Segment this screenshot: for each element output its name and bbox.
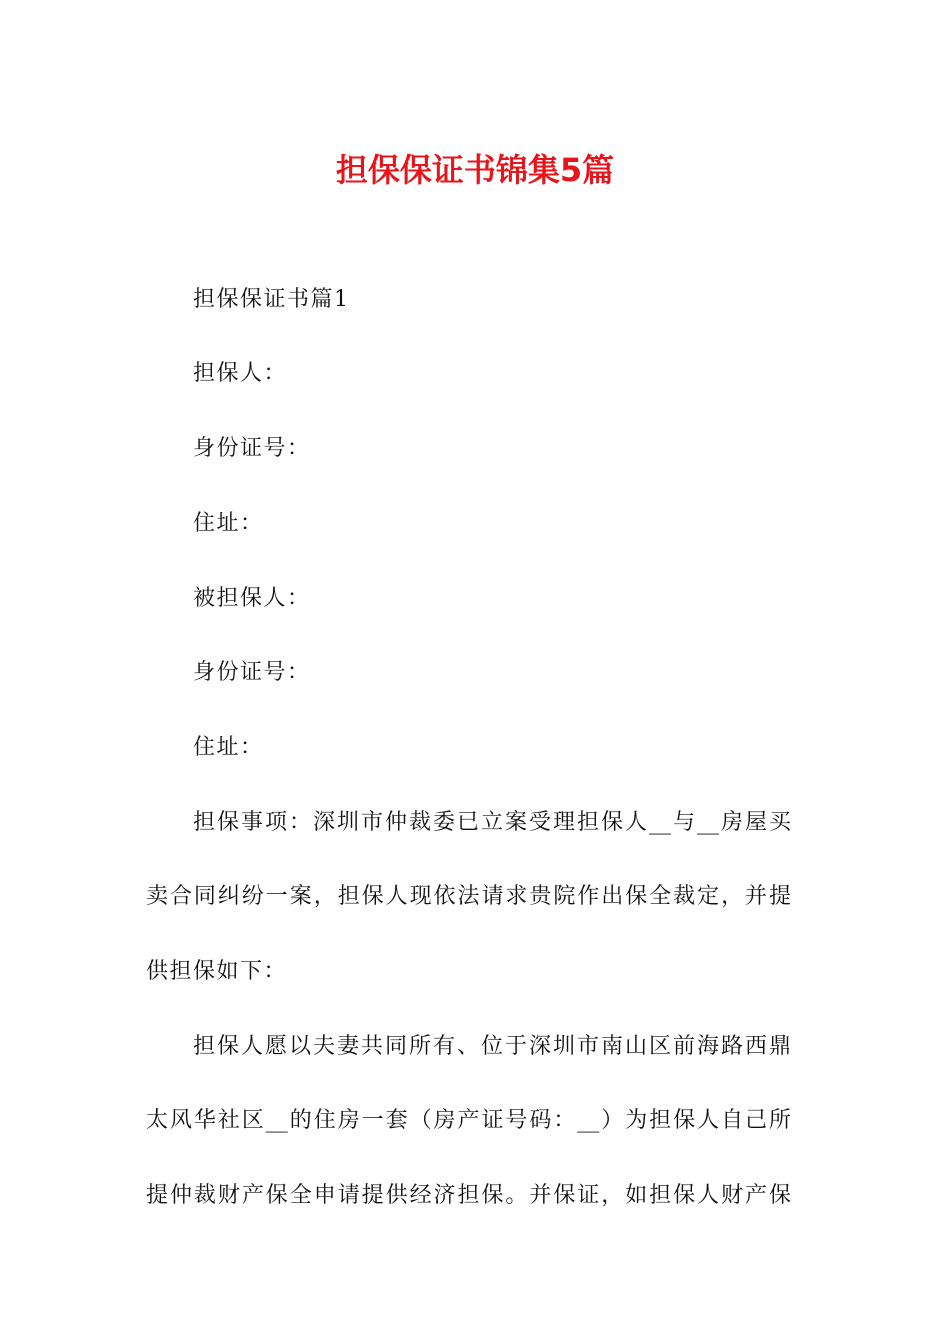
guarantor-id-label: 身份证号： [193,436,311,461]
paragraph-line: 供担保如下： [146,959,288,984]
guarantor-label: 担保人： [193,361,288,386]
paragraph-line: 担保事项：深圳市仲裁委已立案受理担保人__与__房屋买 [193,810,791,835]
guarantor-address-label: 住址： [193,511,264,536]
paragraph-line: 提仲裁财产保全申请提供经济担保。并保证，如担保人财产保 [146,1183,791,1208]
document-title: 担保保证书锦集5篇 [335,151,615,189]
guaranteed-party-address-label: 住址： [193,735,264,760]
paragraph-line: 担保人愿以夫妻共同所有、位于深圳市南山区前海路西鼎 [193,1034,791,1059]
guaranteed-party-label: 被担保人： [193,586,311,611]
guaranteed-party-id-label: 身份证号： [193,660,311,685]
paragraph-line: 太风华社区__的住房一套（房产证号码：__）为担保人自己所 [146,1108,791,1133]
paragraph-line: 卖合同纠纷一案，担保人现依法请求贵院作出保全裁定，并提 [146,884,791,909]
section-heading: 担保保证书篇1 [193,287,350,312]
